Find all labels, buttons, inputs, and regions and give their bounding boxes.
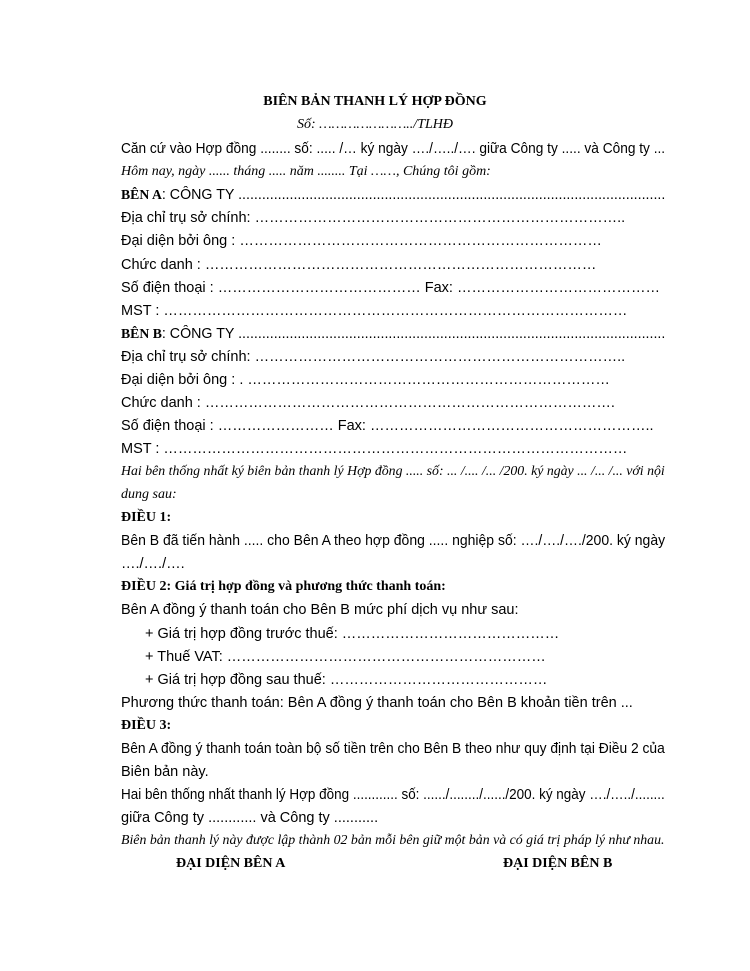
closing-statement: Biên bản thanh lý này được lập thành 02 bản mỗi bên giữ một bản và có giá trị pháp lý như nhau. bbox=[121, 833, 665, 848]
today-line: Hôm nay, ngày ...... tháng ..... năm ........ Tại ……, Chúng tôi gồm: bbox=[121, 164, 491, 179]
signature-party-a: ĐẠI DIỆN BÊN A bbox=[176, 856, 286, 871]
party-b-name: : CÔNG TY ............................................................................................................ bbox=[161, 326, 666, 342]
party-b-position: Chức danh : …………………………………………………………………………. bbox=[121, 395, 615, 411]
article-3-heading: ĐIỀU 3: bbox=[121, 718, 172, 733]
article-2-item-3: + Giá trị hợp đồng sau thuế: ……………………………………… bbox=[145, 672, 548, 688]
article-3-line-3: Hai bên thống nhất thanh lý Hợp đồng ............ số: ....../......../....../200. ký ngày …./…../........ bbox=[121, 787, 665, 803]
article-3-line-4: giữa Công ty ............ và Công ty ........... bbox=[121, 810, 379, 826]
party-b-representative: Đại diện bởi ông : . ………………………………………………………………… bbox=[121, 372, 610, 388]
signature-party-b: ĐẠI DIỆN BÊN B bbox=[503, 856, 613, 871]
party-b-label: BÊN B bbox=[121, 327, 162, 342]
agreement-line-2: dung sau: bbox=[121, 487, 177, 502]
party-b-address: Địa chỉ trụ sở chính: ………………………………………………………………….. bbox=[121, 349, 626, 365]
party-b-phone-fax: Số điện thoại : …………………… Fax: ………………………………………………….. bbox=[121, 418, 654, 434]
article-3-line-1: Bên A đồng ý thanh toán toàn bộ số tiền trên cho Bên B theo như quy định tại Điều 2 của bbox=[121, 741, 665, 757]
article-1-line-2: …./…./…. bbox=[121, 556, 185, 572]
article-1-line-1: Bên B đã tiến hành ..... cho Bên A theo hợp đồng ..... nghiệp số: …./…./…./200. ký ngày bbox=[121, 533, 666, 549]
party-a-position: Chức danh : ……………………………………………………………………… bbox=[121, 257, 597, 273]
party-a-name: : CÔNG TY ............................................................................................................ bbox=[161, 187, 666, 203]
article-2-intro: Bên A đồng ý thanh toán cho Bên B mức phí dịch vụ như sau: bbox=[121, 602, 519, 618]
party-a-address: Địa chỉ trụ sở chính: ………………………………………………………………….. bbox=[121, 210, 626, 226]
agreement-line-1: Hai bên thống nhất ký biên bản thanh lý Hợp đồng ..... số: ... /.... /... /200. ký ngày ... /... /... với nội bbox=[121, 464, 665, 479]
article-3-line-2: Biên bản này. bbox=[121, 764, 209, 780]
article-2-heading: ĐIỀU 2: Giá trị hợp đồng và phương thức thanh toán: bbox=[121, 579, 446, 594]
article-1-heading: ĐIỀU 1: bbox=[121, 510, 172, 525]
article-2-payment-method: Phương thức thanh toán: Bên A đồng ý thanh toán cho Bên B khoản tiền trên ... bbox=[121, 695, 633, 711]
party-a-phone-fax: Số điện thoại : …………………………………… Fax: …………………………………… bbox=[121, 280, 660, 296]
article-2-item-2: + Thuế VAT: ………………………………………………………… bbox=[145, 649, 546, 665]
basis-line: Căn cứ vào Hợp đồng ........ số: ..... /… ký ngày …./…../…. giữa Công ty ..... và Công ty ... bbox=[121, 141, 666, 157]
party-b-name-line bbox=[121, 325, 665, 344]
party-a-name-line bbox=[121, 186, 665, 205]
article-2-item-1: + Giá trị hợp đồng trước thuế: ……………………………………… bbox=[145, 626, 560, 642]
document-number: Số: …………………../TLHĐ bbox=[297, 117, 453, 132]
party-b-tax-code: MST : …………………………………………………………………………………… bbox=[121, 441, 628, 457]
party-a-representative: Đại diện bởi ông : ………………………………………………………………… bbox=[121, 233, 602, 249]
party-a-label: BÊN A bbox=[121, 188, 162, 203]
document-title: BIÊN BẢN THANH LÝ HỢP ĐỒNG bbox=[263, 94, 487, 109]
party-a-tax-code: MST : …………………………………………………………………………………… bbox=[121, 303, 628, 319]
